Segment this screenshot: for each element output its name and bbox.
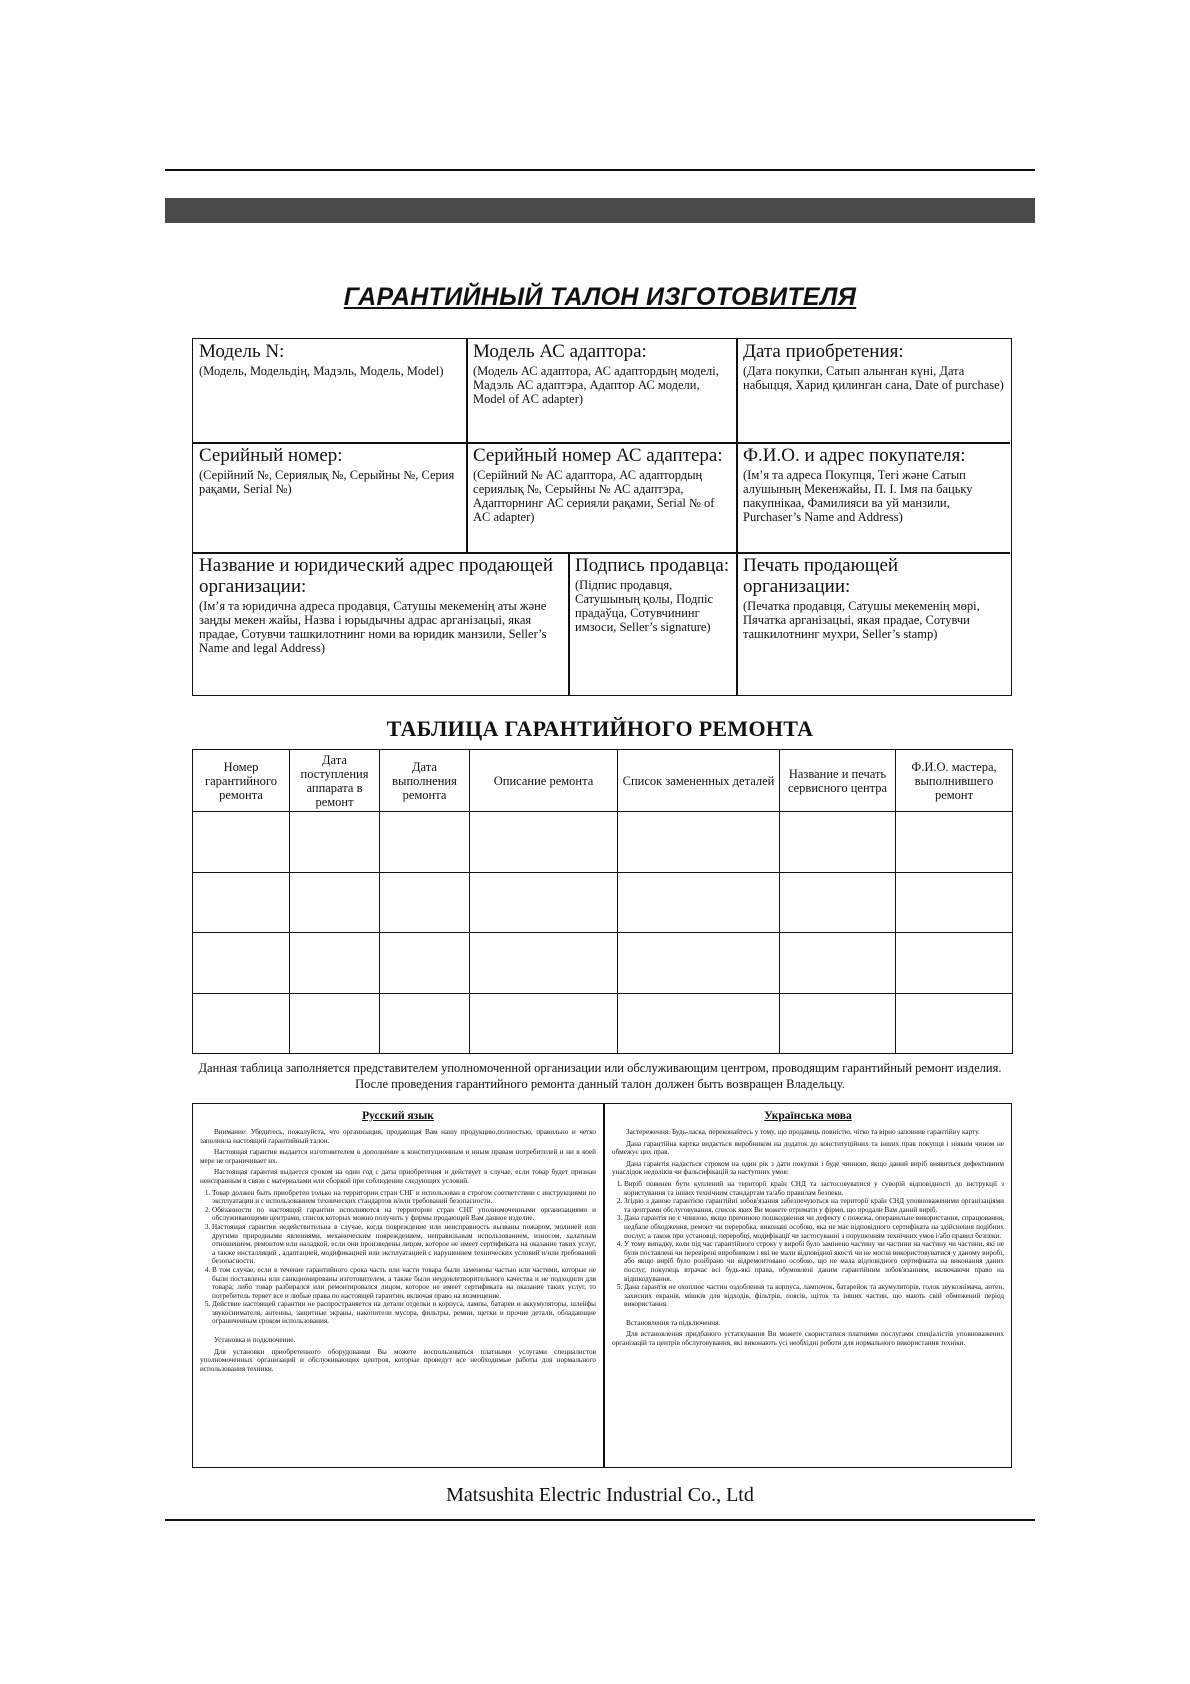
list-item: 1. Виріб повинен бути куплений на території країн СНД та застосовуватися у суворій відповідності до інструкції з користування та інших технічним стандартам та/або правилам безпеки. — [624, 1180, 1004, 1197]
purchase-date-label: Дата приобретения: — [743, 341, 904, 362]
terms-ua-install-heading: Встановлення та підключення. — [626, 1318, 721, 1327]
list-item: 3. Настоящая гарантия недействительна в случае, когда повреждение или неисправность вызваны пожаром, молнией или другими природными явлениями, механическим повреждением, неправильным использованием, износом, халатным отношением, ремонтом или наладкой, если они произведены лицом, которое не имеет сертификата на оказание таких услуг, а также инсталляций , адаптацией, модификацией или эксплуатацией с нарушением технических условий и/или требований безопасности. — [212, 1223, 596, 1266]
repair-header-row — [193, 750, 1013, 812]
list-item: 1. Товар должен быть приобретен только на территории стран СНГ и использован в строгом соответствии с инструкциями по эксплуатации и с использованием технических стандартов и/или требований безопасности. — [212, 1189, 596, 1206]
seller-stamp-label: Печать продающей организации: — [743, 555, 899, 597]
company-name: Matsushita Electric Industrial Co., Ltd — [446, 1484, 754, 1506]
terms-ua-p3: Дана гарантія надається строком на один рік з дати покупки і буде чинною, якщо даний виріб виявиться дефективним унаслідок недоліків чи фальсифікацій за наступних умов: — [612, 1159, 1004, 1177]
repair-table-title: ТАБЛИЦА ГАРАНТИЙНОГО РЕМОНТА — [386, 716, 814, 741]
list-item: 3. Дана гарантія не є чинною, якщо причиною пошкодження чи дефекту є пожежа, операвильне використання, спрацювання, недбале обходження, ремонт чи переробка, виконані особою, яка не має відповідного сертифіката на здійснення подібних послуг, а також при установці, переробці, модифікації чи застосуванні з порушенням технічних умов і/або правил безпеки. — [624, 1214, 1004, 1240]
purchase-date-sub: (Дата покупки, Сатып алынған күні, Дата набыцця, Харид қилинган сана, Date of purchase) — [743, 364, 1004, 392]
list-item: 5. Дана гарантія не охоплює частин оздоблення та корпуса, лампочок, батарейок та акумуляторів, голок звукознімача, антен, захисних екранів, мішків для відходів, фільтрів, поясів, щіток та інших частин, що мають свій обмежений період використання. — [624, 1283, 1004, 1309]
terms-ua-heading: Українська мова — [764, 1110, 852, 1122]
buyer-label: Ф.И.О. и адрес покупателя: — [743, 445, 966, 466]
seller-stamp-sub: (Печатка продавця, Сатушы мекеменің мөрі, Пячатка арганізацыі, якая прадае, Сотувчи ташкилотнинг мухри, Seller’s stamp) — [743, 599, 980, 641]
list-item: 2. Обязанности по настоящей гарантии исполняются на территории стран СНГ уполномоченными организациями и обслуживающими центрами, список которых можно получить у фирмы продающей Вам данное изделие. — [212, 1206, 596, 1223]
ac-model-cell — [467, 339, 736, 442]
table-row — [193, 933, 1013, 994]
col-header-completed: Дата выполнения ремонта — [380, 750, 470, 812]
serial-label: Серийный номер: — [199, 445, 343, 466]
model-cell — [193, 339, 466, 442]
seller-name-cell — [193, 553, 568, 695]
buyer-sub: (Ім’я та адреса Покупця, Тегі және Сатып алушының Мекенжайы, П. І. Імя па бацьку пакупнікаа, Фамилияси ва уй манзили, Purchaser’s Name and Address) — [743, 468, 973, 524]
terms-ru-heading: Русский язык — [362, 1110, 434, 1122]
ac-serial-cell — [467, 443, 736, 552]
buyer-cell — [737, 443, 1010, 552]
terms-ua-list — [612, 1180, 1004, 1309]
seller-stamp-cell — [737, 553, 1010, 695]
ac-model-label: Модель АС адаптора: — [473, 341, 647, 362]
terms-ru — [193, 1104, 603, 1467]
page-title: ГАРАНТИЙНЫЙ ТАЛОН ИЗГОТОВИТЕЛЯ — [343, 283, 857, 311]
terms-ru-p1: Внимание: Убедитесь, пожалуйста, что организация, продающая Вам нашу продукцию,полностью, правильно и четко заполнила настоящий гарантийный талон. — [200, 1128, 596, 1145]
ac-model-sub: (Модель АС адаптора, АС адаптордың моделі, Мадэль АС адаптэра, Адаптор АС модели, Model of AC adapter) — [473, 364, 719, 406]
seller-sign-cell — [569, 553, 736, 695]
seller-name-label: Название и юридический адрес продающей организации: — [199, 555, 553, 597]
list-item: 4. В том случае, если в течение гарантийного срока часть или части товара были заменены частью или частями, которые не были поставлены или санкционированы изготовителем, а также были неудовлетворительного качества и не подходили для товара; либо товар разбирался или ремонтировался лицом, которое не имеет сертификата на оказание таких услуг, то потребитель теряет все и любые права по настоящей гарантии, включая право на возмещение. — [212, 1266, 596, 1300]
col-header-received: Дата поступления аппарата в ремонт — [290, 750, 380, 812]
terms-ru-p2: Настоящая гарантия выдается изготовителем в дополнение к конституционным и иным правам потребителей и ни в коей мере не ограничивает их. — [200, 1148, 596, 1165]
terms-ru-install-heading: Установка и подключение. — [214, 1336, 296, 1345]
terms-ru-list — [200, 1189, 596, 1327]
seller-sign-label: Подпись продавца: — [575, 555, 730, 576]
terms-ua-install-text: Для встановлення придбаного устаткування Ви можете скористатися платними послугами спеціалістів уповноважених організацій та центрів обслуговування, які виконають усі необхідні роботи для нормального використання техніки. — [612, 1330, 1004, 1348]
model-sub: (Модель, Модельдің, Мадэль, Модель, Model) — [199, 364, 444, 378]
col-header-service-center: Название и печать сервисного центра — [780, 750, 896, 812]
purchase-date-cell — [737, 339, 1010, 442]
terms-ua — [605, 1104, 1011, 1467]
repair-note-line1: Данная таблица заполняется представителем уполномоченной организации или обслуживающим центром, проводящим гарантийный ремонт изделия. — [198, 1061, 1002, 1075]
terms-ua-p2: Дана гарантійна картка видається виробником на додаток до конституційних та інших прав покупця і ніяким чином не обмежує цих прав. — [612, 1139, 1004, 1157]
terms-ru-install-text: Для установки приобретенного оборудования Вы можете воспользоваться платными услугами специалистов уполномоченных организаций и обслуживающих центров, которые проведут все необходимые работы для нормального использования техники. — [200, 1347, 596, 1373]
col-header-number: Номер гарантийного ремонта — [193, 750, 290, 812]
seller-sign-sub: (Підпис продавця, Сатушының қолы, Подпіс прадаўца, Сотувчининг имзоси, Seller’s signature) — [575, 578, 714, 634]
info-form — [192, 338, 1012, 696]
seller-name-sub: (Ім’я та юридична адреса продавця, Сатушы мекеменің аты және заңды мекен жайы, Назва і юрыдычны адрас арганізацыі, якая прадае, Сотувчи ташкилотнинг номи ва юридик манзили, Seller’s Name and legal Address) — [199, 599, 547, 655]
ac-serial-sub: (Серійний № АС адаптора, АС адаптордың сериялық №, Серыйны № АС адаптэра, Адапторнинг АС серияли рақами, Serial № of AC adapter) — [473, 468, 715, 524]
list-item: 2. Згідно з даною гарантією гарантійні зобов'язання забезпечуються на території країн СНД уповноваженими організаціями та центрами обслуговування, список яких Ви можете отримати у фірми, що продали Вам даний виріб. — [624, 1197, 1004, 1214]
repair-table — [192, 749, 1013, 1054]
ac-serial-label: Серийный номер АС адаптера: — [473, 445, 723, 466]
table-row — [193, 993, 1013, 1054]
serial-sub: (Серійний №, Сериялық №, Серыйны №, Серия рақами, Serial №) — [199, 468, 455, 496]
model-label: Модель N: — [199, 341, 285, 362]
terms-ua-p1: Застереження: Будь-ласка, переконайтесь у тому, що продавець повністю, чітко та вірно заповнив гарантійну карту. — [626, 1128, 980, 1136]
serial-cell — [193, 443, 466, 552]
table-row — [193, 872, 1013, 933]
list-item: 5. Действие настоящей гарантии не распространяется на детали отделки и корпуса, лампы, батареи и аккумуляторы, шлейфы звукоснимателя, антенны, защитные экраны, накопители мусора, фильтры, ремни, щетки и прочие детали, обладающие ограниченным сроком использования. — [212, 1300, 596, 1326]
repair-note — [165, 1060, 1035, 1092]
bottom-rule — [165, 1519, 1035, 1521]
top-rule — [165, 169, 1035, 171]
terms-box — [192, 1103, 1012, 1468]
list-item: 4. У тому випадку, коли під час гарантійного строку у виробі було замінено частину чи частини на частину чи частини, які не були поставлені чи перевірені виробником і які не мали відповідної якості чи не могли використовуватися у даному виробі, або якщо виріб було розібрано чи відремонтовано особою, що не мала відповідного сертифіката на виконання даних послуг, покупець втрачає всі будь-які права, обумовлені даним гарантійним зобов'язанням, включаючи право на відшкодування. — [624, 1240, 1004, 1283]
repair-note-line2: После проведения гарантийного ремонта данный талон должен быть возвращен Владельцу. — [355, 1077, 845, 1091]
col-header-master: Ф.И.О. мастера, выполнившего ремонт — [896, 750, 1013, 812]
col-header-description: Описание ремонта — [470, 750, 618, 812]
terms-ru-p3: Настоящая гарантия выдается сроком на один год с даты приобретения и действует в случае, если товар будет признан неисправным в связи с материалами или сборкой при соблюдении следующих условий. — [200, 1168, 596, 1185]
header-bar — [165, 198, 1035, 223]
col-header-parts: Список замененных деталей — [618, 750, 780, 812]
table-row — [193, 812, 1013, 873]
